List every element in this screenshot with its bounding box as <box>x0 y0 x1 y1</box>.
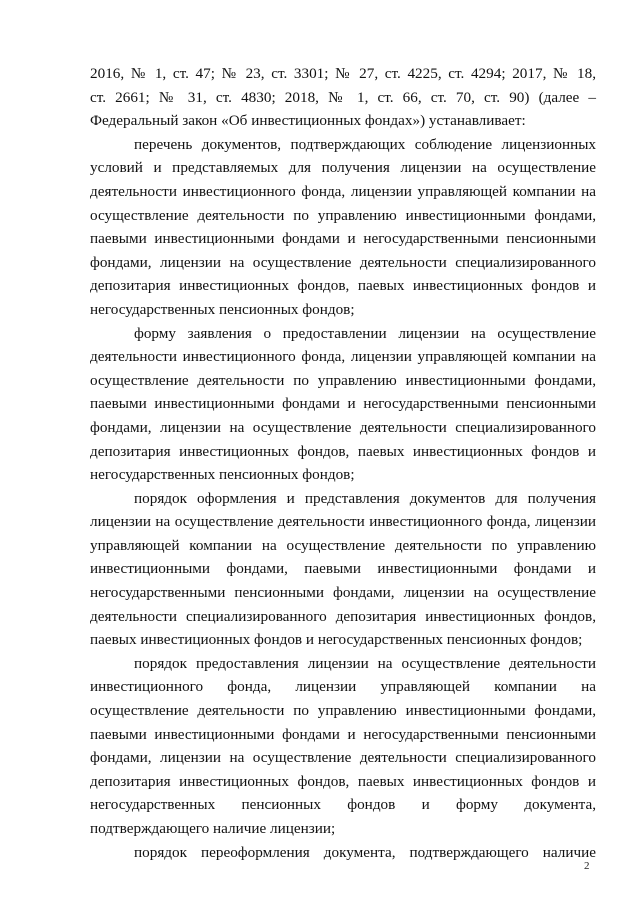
text-line: паевыми инвестиционными фондами и негосударственными пенсионными <box>90 395 596 413</box>
text-line: перечень документов, подтверждающих соблюдение лицензионных <box>134 135 596 153</box>
text-line: депозитария инвестиционных фондов, паевых инвестиционных фондов и <box>90 772 596 790</box>
text-line: паевыми инвестиционными фондами и негосударственными пенсионными <box>90 230 596 248</box>
text-line: форму заявления о предоставлении лицензии на осуществление <box>134 324 596 342</box>
text-line: инвестиционными фондами, паевыми инвестиционными фондами и <box>90 560 596 578</box>
text-line: негосударственных пенсионных фондов; <box>90 466 355 484</box>
text-line: управляющей компании на осуществление деятельности по управлению <box>90 536 596 554</box>
text-line: депозитария инвестиционных фондов, паевых инвестиционных фондов и <box>90 277 596 295</box>
paragraph-list-documents <box>90 133 596 322</box>
text-line: Федеральный закон «Об инвестиционных фондах») устанавливает: <box>90 112 526 130</box>
paragraph-reissue-procedure <box>90 841 596 865</box>
text-line: негосударственными пенсионными фондами, лицензии на осуществление <box>90 584 596 602</box>
text-line: негосударственных пенсионных фондов и форму документа, <box>90 796 596 814</box>
text-line: осуществление деятельности по управлению инвестиционными фондами, <box>90 206 596 224</box>
text-line: 2016, № 1, ст. 47; № 23, ст. 3301; № 27, ст. 4225, ст. 4294; 2017, № 18, <box>90 65 596 82</box>
text-line: фондами, лицензии на осуществление деятельности специализированного <box>90 418 596 436</box>
text-line: условий и представляемых для получения лицензии на осуществление <box>90 159 596 177</box>
text-line: порядок оформления и представления документов для получения <box>134 489 596 507</box>
paragraph-submission-procedure <box>90 487 596 652</box>
text-line: деятельности специализированного депозитария инвестиционных фондов, <box>90 607 596 625</box>
document-body <box>90 62 596 864</box>
text-line: паевыми инвестиционными фондами и негосударственными пенсионными <box>90 725 596 743</box>
text-line: порядок предоставления лицензии на осуществление деятельности <box>134 654 596 672</box>
paragraph-intro <box>90 62 596 133</box>
paragraph-application-form <box>90 322 596 487</box>
text-line: депозитария инвестиционных фондов, паевых инвестиционных фондов и <box>90 442 596 460</box>
text-line: осуществление деятельности по управлению инвестиционными фондами, <box>90 371 596 389</box>
paragraph-granting-procedure <box>90 652 596 841</box>
text-line: подтверждающего наличие лицензии; <box>90 820 336 837</box>
text-line: деятельности инвестиционного фонда, лицензии управляющей компании на <box>90 182 596 200</box>
text-line: паевых инвестиционных фондов и негосударственных пенсионных фондов; <box>90 631 583 649</box>
text-line: осуществление деятельности по управлению инвестиционными фондами, <box>90 702 596 720</box>
text-line: лицензии на осуществление деятельности инвестиционного фонда, лицензии <box>90 513 596 531</box>
text-line: ст. 2661; № 31, ст. 4830; 2018, № 1, ст. 66, ст. 70, ст. 90) (далее – <box>90 88 596 106</box>
text-line: деятельности инвестиционного фонда, лицензии управляющей компании на <box>90 348 596 366</box>
text-line: инвестиционного фонда, лицензии управляющей компании на <box>90 678 596 696</box>
text-line: порядок переоформления документа, подтверждающего наличие <box>134 843 596 861</box>
text-line: негосударственных пенсионных фондов; <box>90 300 355 318</box>
page-number: 2 <box>584 860 590 872</box>
text-line: фондами, лицензии на осуществление деятельности специализированного <box>90 253 596 271</box>
text-line: фондами, лицензии на осуществление деятельности специализированного <box>90 749 596 767</box>
